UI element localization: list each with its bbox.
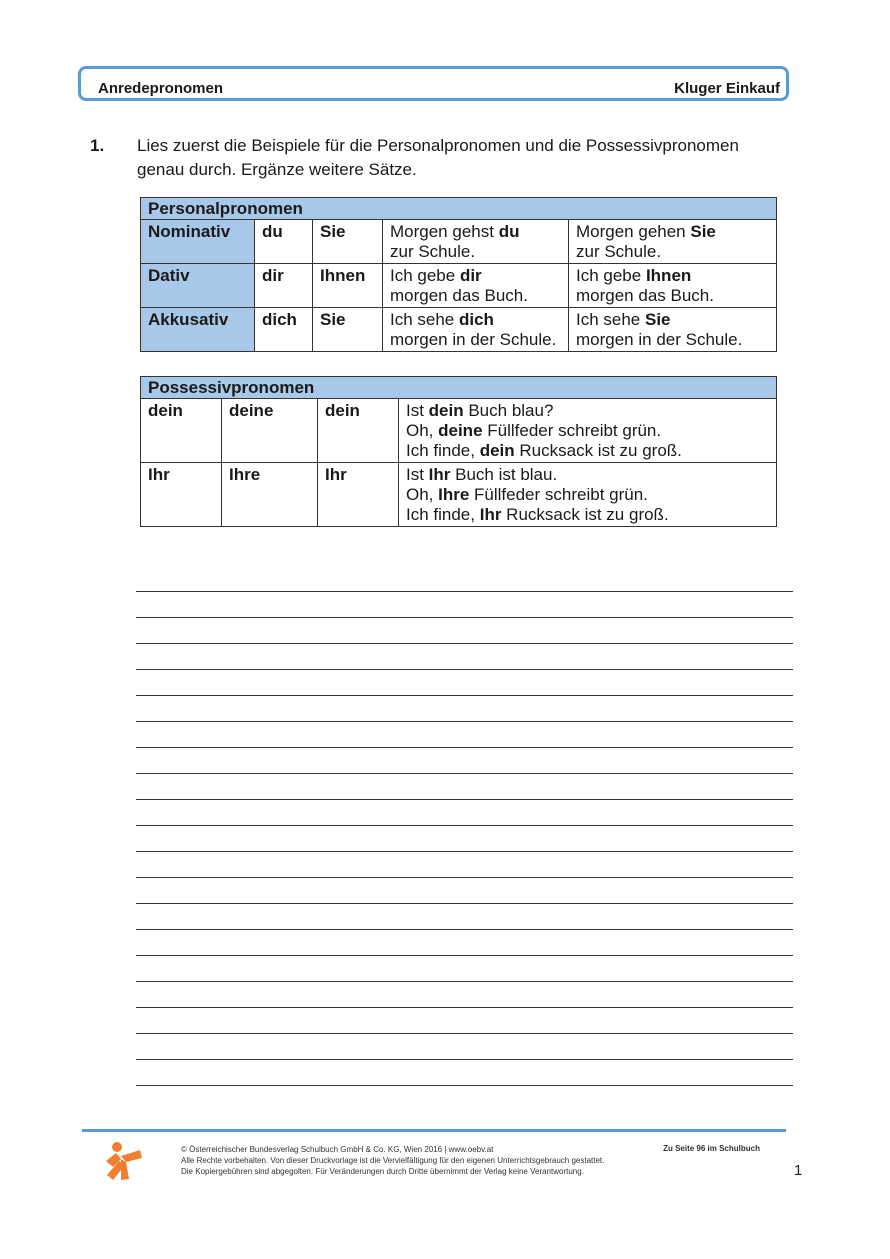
personal-pronoun-table	[140, 197, 777, 352]
example-sentence-formal: Ich gebe Ihnen morgen das Buch.	[569, 264, 777, 308]
writing-line[interactable]	[136, 1060, 793, 1086]
form-feminine: Ihre	[222, 463, 318, 527]
example-sentences: Ist dein Buch blau? Oh, deine Füllfeder schreibt grün. Ich finde, dein Rucksack ist zu groß.	[399, 399, 777, 463]
example-sentence-informal: Ich sehe dich morgen in der Schule.	[383, 308, 569, 352]
writing-line[interactable]	[136, 592, 793, 618]
example-sentences: Ist Ihr Buch ist blau. Oh, Ihre Füllfeder schreibt grün. Ich finde, Ihr Rucksack ist zu groß.	[399, 463, 777, 527]
task-instruction: Lies zuerst die Beispiele für die Personalpronomen und die Possessivpronomen genau durch. Ergänze weitere Sätze.	[137, 136, 739, 179]
example-sentence-formal: Morgen gehen Sie zur Schule.	[569, 220, 777, 264]
copyright-line: Die Kopiergebühren sind abgegolten. Für Veränderungen durch Dritte übernimmt der Verlag keine Verantwortung.	[181, 1167, 584, 1176]
pronoun-informal: dich	[255, 308, 313, 352]
case-label: Akkusativ	[141, 308, 255, 352]
writing-line[interactable]	[136, 852, 793, 878]
writing-line[interactable]	[136, 618, 793, 644]
example-sentence-informal: Morgen gehst du zur Schule.	[383, 220, 569, 264]
case-label: Nominativ	[141, 220, 255, 264]
writing-line[interactable]	[136, 722, 793, 748]
form-masculine: Ihr	[141, 463, 222, 527]
pronoun-formal: Ihnen	[313, 264, 383, 308]
form-neuter: Ihr	[318, 463, 399, 527]
example-sentence-formal: Ich sehe Sie morgen in der Schule.	[569, 308, 777, 352]
task-number: 1.	[90, 136, 105, 155]
table-row	[141, 264, 777, 308]
possessive-table-heading: Possessivpronomen	[141, 377, 777, 399]
example-sentence-informal: Ich gebe dir morgen das Buch.	[383, 264, 569, 308]
table-row	[141, 399, 777, 463]
writing-line[interactable]	[136, 878, 793, 904]
pronoun-formal: Sie	[313, 308, 383, 352]
footer-copyright	[181, 1144, 651, 1177]
writing-line[interactable]	[136, 1034, 793, 1060]
writing-line[interactable]	[136, 696, 793, 722]
pronoun-formal: Sie	[313, 220, 383, 264]
worksheet-title: Anredepronomen	[98, 80, 224, 97]
table-row	[141, 463, 777, 527]
personal-table-heading: Personalpronomen	[141, 198, 777, 220]
writing-lines[interactable]	[136, 566, 793, 1086]
header-box	[78, 66, 789, 101]
writing-line[interactable]	[136, 982, 793, 1008]
writing-line[interactable]	[136, 644, 793, 670]
form-feminine: deine	[222, 399, 318, 463]
page-number: 1	[794, 1162, 803, 1179]
copyright-line: Alle Rechte vorbehalten. Von dieser Druckvorlage ist die Vervielfältigung für den eigenen Unterrichtsgebrauch gestattet.	[181, 1156, 605, 1165]
writing-line[interactable]	[136, 566, 793, 592]
publisher-logo-icon	[104, 1141, 142, 1181]
writing-line[interactable]	[136, 930, 793, 956]
unit-title: Kluger Einkauf	[674, 80, 780, 97]
writing-line[interactable]	[136, 904, 793, 930]
footer-divider	[82, 1129, 786, 1132]
writing-line[interactable]	[136, 748, 793, 774]
writing-line[interactable]	[136, 956, 793, 982]
table-row	[141, 308, 777, 352]
form-neuter: dein	[318, 399, 399, 463]
form-masculine: dein	[141, 399, 222, 463]
textbook-reference: Zu Seite 96 im Schulbuch	[663, 1144, 760, 1153]
writing-line[interactable]	[136, 800, 793, 826]
copyright-line: © Österreichischer Bundesverlag Schulbuch GmbH & Co. KG, Wien 2016 | www.oebv.at	[181, 1145, 494, 1154]
writing-line[interactable]	[136, 774, 793, 800]
writing-line[interactable]	[136, 670, 793, 696]
possessive-pronoun-table	[140, 376, 777, 527]
pronoun-informal: dir	[255, 264, 313, 308]
pronoun-informal: du	[255, 220, 313, 264]
writing-line[interactable]	[136, 826, 793, 852]
table-row	[141, 220, 777, 264]
case-label: Dativ	[141, 264, 255, 308]
writing-line[interactable]	[136, 1008, 793, 1034]
